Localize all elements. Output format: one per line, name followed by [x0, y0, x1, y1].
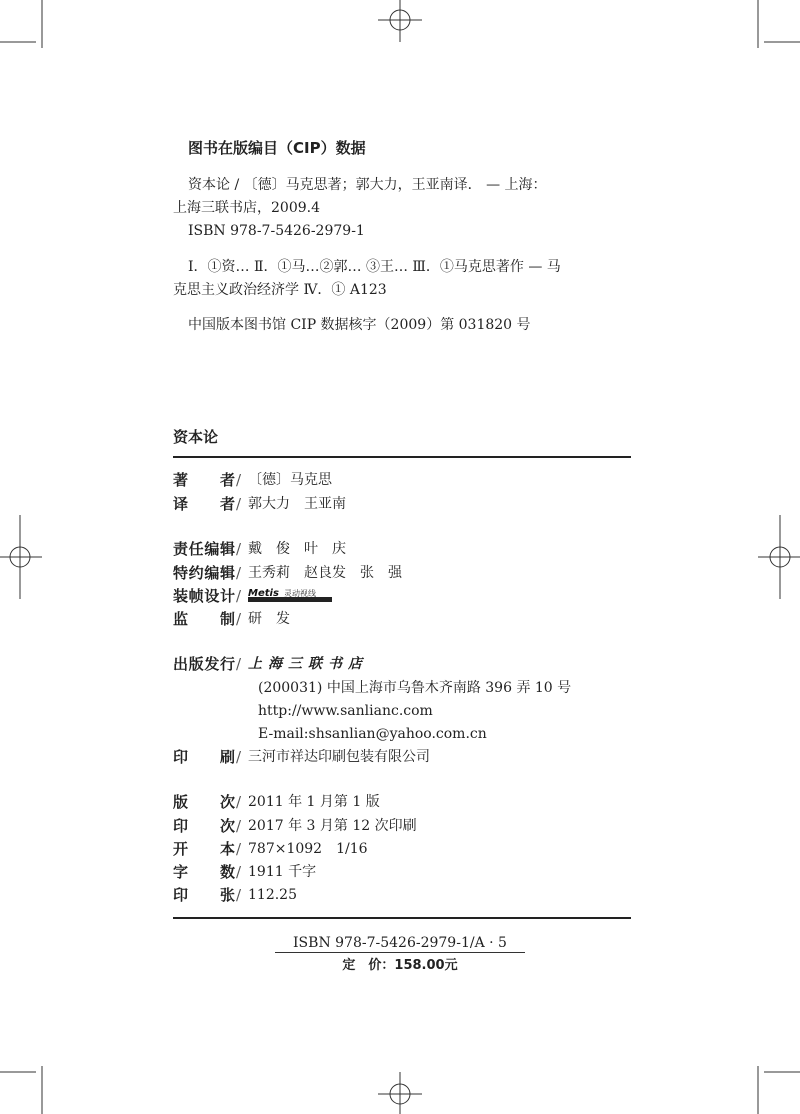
label-char: 刷 — [219, 748, 235, 766]
separator: / — [236, 610, 242, 628]
credit-label — [173, 495, 235, 513]
credit-value: 2011 年 1 月第 1 版 — [248, 794, 380, 810]
registration-mark-bottom — [378, 1072, 422, 1114]
credit-label — [173, 471, 235, 489]
footer-isbn: ISBN 978-7-5426-2979-1/A · 5 — [275, 934, 525, 953]
label-char: 发 — [204, 655, 220, 673]
label-char: 任 — [188, 540, 204, 558]
label-char: 监 — [173, 610, 189, 628]
label-char: 责 — [173, 540, 189, 558]
credit-label — [173, 793, 235, 811]
label-char: 译 — [173, 495, 189, 513]
credit-label — [173, 564, 235, 582]
credit-value: 787×1092 1/16 — [248, 841, 368, 857]
label-char: 辑 — [219, 564, 235, 582]
label-char: 者 — [219, 495, 235, 513]
registration-mark-right — [758, 515, 800, 599]
separator: / — [236, 564, 242, 582]
label-char: 编 — [204, 564, 220, 582]
credit-label — [173, 817, 235, 835]
credit-value: 戴 俊 叶 庆 — [248, 541, 346, 557]
metis-logo — [248, 587, 332, 608]
credit-label — [173, 587, 235, 605]
divider-bottom — [173, 917, 631, 919]
credit-value: E-mail:shsanlian@yahoo.com.cn — [258, 726, 487, 742]
credit-label — [173, 540, 235, 558]
cip-record: 中国版本图书馆 CIP 数据核字（2009）第 031820 号 — [188, 317, 531, 333]
label-char: 张 — [219, 886, 235, 904]
label-char: 辑 — [219, 540, 235, 558]
credit-value: 2017 年 3 月第 12 次印刷 — [248, 818, 417, 834]
corner-mark-tl — [0, 0, 42, 48]
credit-value: 112.25 — [248, 887, 297, 903]
separator: / — [236, 793, 242, 811]
credit-value — [248, 587, 332, 608]
credit-value: 王秀莉 赵良发 张 强 — [248, 565, 402, 581]
book-title: 资本论 — [173, 428, 219, 446]
label-char: 印 — [173, 817, 189, 835]
label-char: 版 — [188, 655, 204, 673]
label-char: 计 — [219, 587, 235, 605]
label-char: 行 — [219, 655, 235, 673]
credit-label — [173, 748, 235, 766]
cip-line-2: 上海三联书店，2009.4 — [173, 200, 320, 216]
credit-value: 1911 千字 — [248, 864, 317, 880]
label-char: 次 — [219, 817, 235, 835]
label-char: 特 — [173, 564, 189, 582]
label-char: 制 — [219, 610, 235, 628]
credit-value: 上海三联书店 — [248, 656, 368, 672]
registration-mark-left — [0, 515, 42, 599]
label-char: 字 — [173, 863, 189, 881]
credit-value: 三河市祥达印刷包装有限公司 — [248, 749, 430, 765]
divider-top — [173, 456, 631, 458]
cip-heading: 图书在版编目（CIP）数据 — [188, 139, 366, 157]
separator: / — [236, 540, 242, 558]
cip-isbn: ISBN 978-7-5426-2979-1 — [188, 223, 365, 239]
svg-text:Metis: Metis — [248, 588, 279, 599]
separator: / — [236, 863, 242, 881]
label-char: 帧 — [188, 587, 204, 605]
credit-label — [173, 655, 235, 673]
corner-mark-tr — [758, 0, 800, 48]
separator: / — [236, 655, 242, 673]
separator: / — [236, 886, 242, 904]
label-char: 者 — [219, 471, 235, 489]
price: 定 价：158.00元 — [342, 958, 458, 973]
label-char: 数 — [219, 863, 235, 881]
credit-label — [173, 840, 235, 858]
label-char: 次 — [219, 793, 235, 811]
label-char: 设 — [204, 587, 220, 605]
label-char: 本 — [219, 840, 235, 858]
separator: / — [236, 495, 242, 513]
label-char: 印 — [173, 748, 189, 766]
credit-value: 研 发 — [248, 611, 290, 627]
credit-value: 〔德〕马克思 — [248, 472, 332, 488]
credit-label — [173, 863, 235, 881]
svg-text:灵动视线: 灵动视线 — [284, 589, 316, 598]
credit-label — [173, 886, 235, 904]
label-char: 约 — [188, 564, 204, 582]
separator: / — [236, 840, 242, 858]
label-char: 版 — [173, 793, 189, 811]
credit-value: (200031) 中国上海市乌鲁木齐南路 396 弄 10 号 — [258, 680, 572, 696]
separator: / — [236, 587, 242, 605]
credit-label — [173, 610, 235, 628]
separator: / — [236, 471, 242, 489]
label-char: 著 — [173, 471, 189, 489]
label-char: 装 — [173, 587, 189, 605]
credit-value: 郭大力 王亚南 — [248, 496, 346, 512]
separator: / — [236, 748, 242, 766]
label-char: 开 — [173, 840, 189, 858]
registration-mark-top — [378, 0, 422, 42]
cip-class-2: 克思主义政治经济学 Ⅳ．① A123 — [173, 282, 387, 298]
label-char: 印 — [173, 886, 189, 904]
cip-class-1: Ⅰ．①资… Ⅱ．①马…②郭… ③王… Ⅲ．①马克思著作 — 马 — [188, 259, 561, 275]
label-char: 编 — [204, 540, 220, 558]
separator: / — [236, 817, 242, 835]
credit-value: http://www.sanlianc.com — [258, 703, 433, 719]
cip-line-1: 资本论 / 〔德〕马克思著；郭大力，王亚南译． — 上海： — [188, 177, 547, 193]
label-char: 出 — [173, 655, 189, 673]
corner-mark-br — [758, 1066, 800, 1114]
corner-mark-bl — [0, 1066, 42, 1114]
